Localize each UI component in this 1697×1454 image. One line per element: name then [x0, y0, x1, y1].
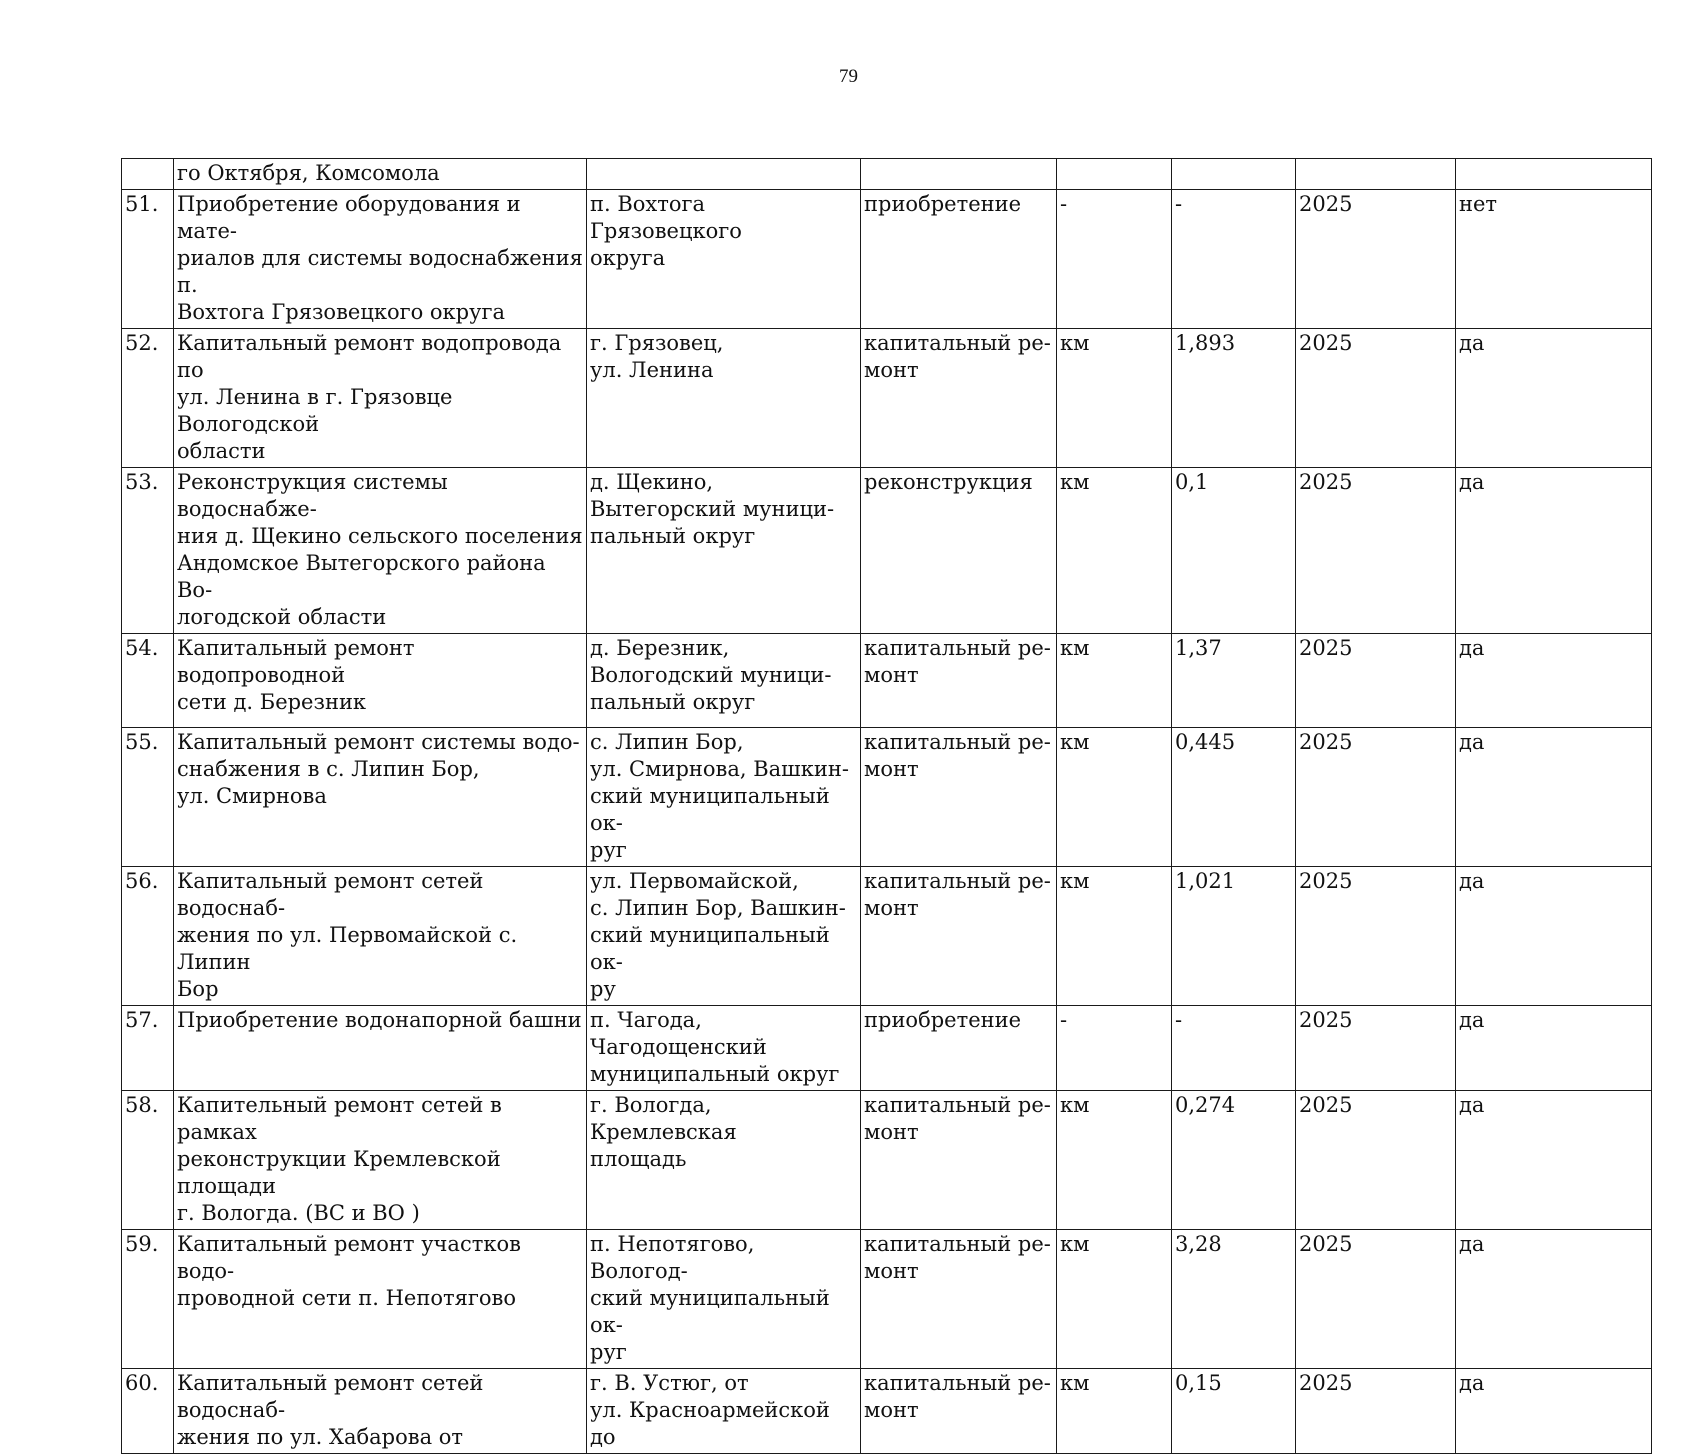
cell-address: г. В. Устюг, от ул. Красноармейской до: [587, 1369, 861, 1454]
table-row: [122, 329, 1652, 468]
cell-address: г. Вологда, Кремлевская площадь: [587, 1091, 861, 1230]
cell-quantity: 1,37: [1172, 634, 1296, 728]
cell-number: 55.: [122, 728, 174, 867]
cell-number: [122, 159, 174, 190]
cell-work-type: капитальный ре- монт: [861, 1230, 1057, 1369]
table-row: [122, 468, 1652, 634]
cell-number: 57.: [122, 1006, 174, 1091]
cell-object-name: Капительный ремонт сетей в рамках реконструкции Кремлевской площади г. Вологда. (ВС и ВО ): [174, 1091, 587, 1230]
cell-flag: да: [1456, 634, 1652, 728]
cell-object-name: Капитальный ремонт водопроводной сети д. Березник: [174, 634, 587, 728]
cell-work-type: капитальный ре- монт: [861, 728, 1057, 867]
cell-number: 58.: [122, 1091, 174, 1230]
cell-quantity: 0,274: [1172, 1091, 1296, 1230]
cell-quantity: 1,021: [1172, 867, 1296, 1006]
cell-object-name: Реконструкция системы водоснабже- ния д. Щекино сельского поселения Андомское Вытегорского района Во- логодской области: [174, 468, 587, 634]
cell-unit: -: [1057, 190, 1172, 329]
cell-flag: да: [1456, 329, 1652, 468]
cell-unit: км: [1057, 1369, 1172, 1454]
cell-unit: км: [1057, 468, 1172, 634]
cell-flag: да: [1456, 1369, 1652, 1454]
cell-work-type: капитальный ре- монт: [861, 1369, 1057, 1454]
cell-year: 2025: [1296, 867, 1456, 1006]
cell-number: 60.: [122, 1369, 174, 1454]
cell-year: 2025: [1296, 468, 1456, 634]
cell-work-type: капитальный ре- монт: [861, 329, 1057, 468]
table-row: [122, 1091, 1652, 1230]
cell-work-type: капитальный ре- монт: [861, 634, 1057, 728]
cell-number: 53.: [122, 468, 174, 634]
cell-number: 56.: [122, 867, 174, 1006]
table-row-continuation: [122, 159, 1652, 190]
cell-unit: км: [1057, 1230, 1172, 1369]
cell-work-type: капитальный ре- монт: [861, 1091, 1057, 1230]
cell-flag: да: [1456, 1091, 1652, 1230]
cell-address: п. Чагода, Чагодощенский муниципальный округ: [587, 1006, 861, 1091]
cell-year: 2025: [1296, 728, 1456, 867]
cell-quantity: -: [1172, 1006, 1296, 1091]
cell-object-name: Капитальный ремонт водопровода по ул. Ленина в г. Грязовце Вологодской области: [174, 329, 587, 468]
cell-address: д. Березник, Вологодский муници- пальный округ: [587, 634, 861, 728]
cell-year: 2025: [1296, 1091, 1456, 1230]
cell-unit: км: [1057, 1091, 1172, 1230]
cell-object-name: Капитальный ремонт системы водо- снабжения в с. Липин Бор, ул. Смирнова: [174, 728, 587, 867]
cell-number: 59.: [122, 1230, 174, 1369]
cell-year: 2025: [1296, 1230, 1456, 1369]
cell-quantity: 0,15: [1172, 1369, 1296, 1454]
cell-year: 2025: [1296, 1369, 1456, 1454]
table-row: [122, 1230, 1652, 1369]
cell-address: ул. Первомайской, с. Липин Бор, Вашкин- ский муниципальный ок- ру: [587, 867, 861, 1006]
cell-flag: да: [1456, 867, 1652, 1006]
works-table: [121, 158, 1652, 1454]
cell-quantity: 1,893: [1172, 329, 1296, 468]
cell-year: 2025: [1296, 1006, 1456, 1091]
cell-quantity: 3,28: [1172, 1230, 1296, 1369]
cell-unit: км: [1057, 634, 1172, 728]
cell-work-type: приобретение: [861, 1006, 1057, 1091]
cell-flag: нет: [1456, 190, 1652, 329]
cell-work-type: реконструкция: [861, 468, 1057, 634]
cell-number: 51.: [122, 190, 174, 329]
cell-object-name: го Октября, Комсомола: [174, 159, 587, 190]
cell-year: 2025: [1296, 634, 1456, 728]
cell-flag: да: [1456, 1006, 1652, 1091]
cell-address: г. Грязовец, ул. Ленина: [587, 329, 861, 468]
cell-work-type: [861, 159, 1057, 190]
cell-address: с. Липин Бор, ул. Смирнова, Вашкин- ский муниципальный ок- руг: [587, 728, 861, 867]
cell-quantity: 0,445: [1172, 728, 1296, 867]
cell-quantity: [1172, 159, 1296, 190]
cell-flag: [1456, 159, 1652, 190]
cell-year: [1296, 159, 1456, 190]
table-row: [122, 190, 1652, 329]
cell-address: п. Непотягово, Вологод- ский муниципальный ок- руг: [587, 1230, 861, 1369]
cell-unit: км: [1057, 867, 1172, 1006]
cell-flag: да: [1456, 1230, 1652, 1369]
cell-object-name: Приобретение оборудования и мате- риалов для системы водоснабжения п. Вохтога Грязовецкого округа: [174, 190, 587, 329]
cell-address: [587, 159, 861, 190]
cell-number: 54.: [122, 634, 174, 728]
cell-unit: км: [1057, 329, 1172, 468]
table-row: [122, 1369, 1652, 1454]
table-row: [122, 634, 1652, 728]
cell-flag: да: [1456, 728, 1652, 867]
cell-address: п. Вохтога Грязовецкого округа: [587, 190, 861, 329]
page-number: 79: [839, 66, 858, 87]
cell-number: 52.: [122, 329, 174, 468]
table-row: [122, 867, 1652, 1006]
cell-unit: [1057, 159, 1172, 190]
table-row: [122, 1006, 1652, 1091]
table-row: [122, 728, 1652, 867]
cell-work-type: капитальный ре- монт: [861, 867, 1057, 1006]
cell-object-name: Приобретение водонапорной башни: [174, 1006, 587, 1091]
cell-unit: км: [1057, 728, 1172, 867]
cell-quantity: 0,1: [1172, 468, 1296, 634]
cell-quantity: -: [1172, 190, 1296, 329]
cell-year: 2025: [1296, 190, 1456, 329]
cell-address: д. Щекино, Вытегорский муници- пальный округ: [587, 468, 861, 634]
cell-object-name: Капитальный ремонт сетей водоснаб- жения по ул. Первомайской с. Липин Бор: [174, 867, 587, 1006]
cell-year: 2025: [1296, 329, 1456, 468]
cell-object-name: Капитальный ремонт участков водо- проводной сети п. Непотягово: [174, 1230, 587, 1369]
cell-flag: да: [1456, 468, 1652, 634]
cell-unit: -: [1057, 1006, 1172, 1091]
cell-work-type: приобретение: [861, 190, 1057, 329]
cell-object-name: Капитальный ремонт сетей водоснаб- жения по ул. Хабарова от: [174, 1369, 587, 1454]
